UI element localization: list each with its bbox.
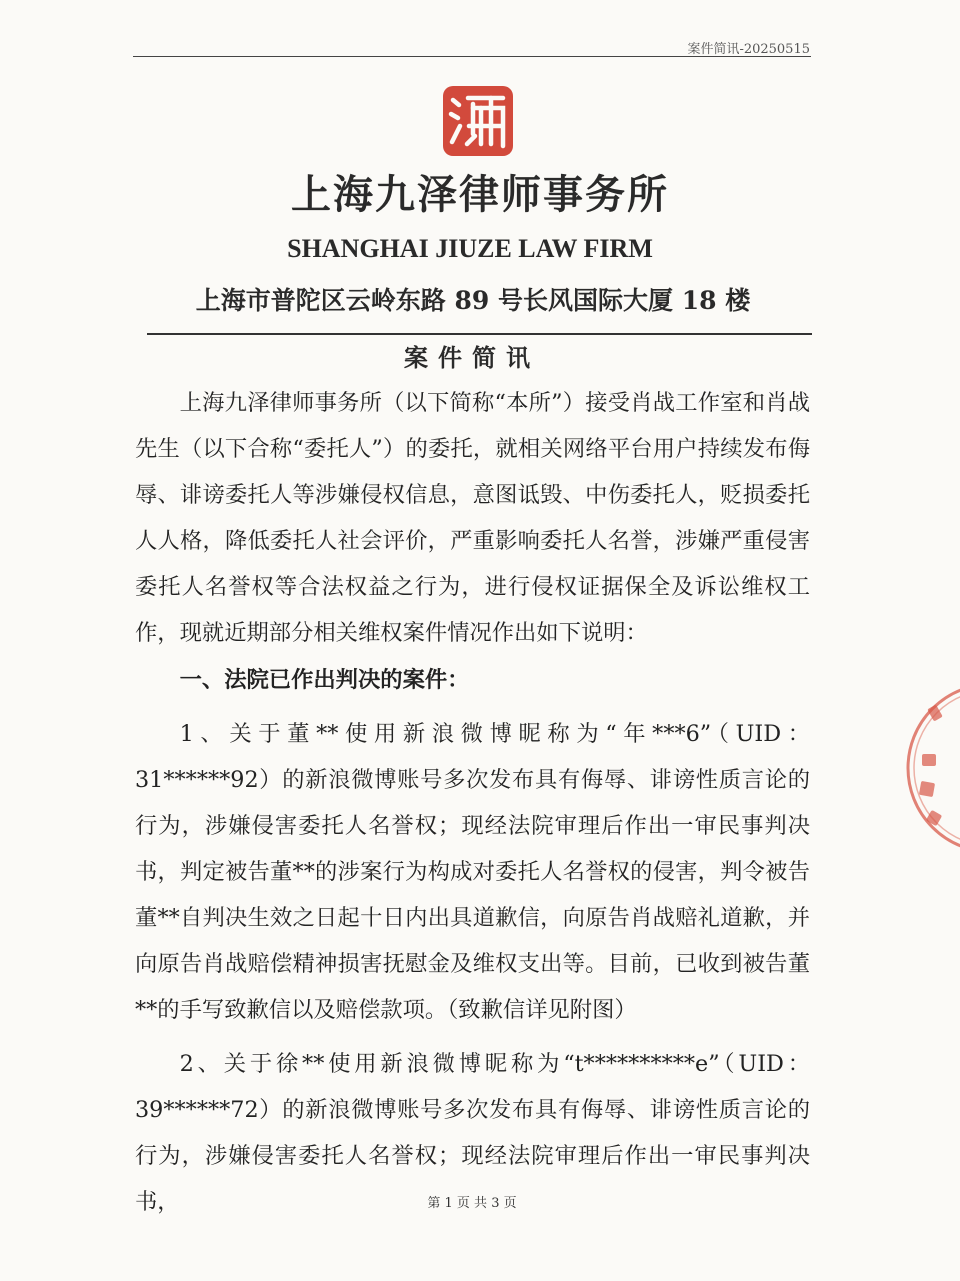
case-item-1: 1、关于董**使用新浪微博昵称为“年***6”（UID：31******92）的新浪微博账号多次发布具有侮辱、诽谤性质言论的行为，涉嫌侵害委托人名誉权；现经法院审理后作出一审民事判决书，判定被告董**的涉案行为构成对委托人名誉权的侵害，判令被告董**自判决生效之日起十日内出具道歉信，向原告肖战赔礼道歉，并向原告肖战赔偿精神损害抚慰金及维权支出等。目前，已收到被告董**的手写致歉信以及赔偿款项。（致歉信详见附图）: [135, 721, 810, 1023]
intro-paragraph: 上海九泽律师事务所（以下简称“本所”）接受肖战工作室和肖战先生（以下合称“委托人”）的委托，就相关网络平台用户持续发布侮辱、诽谤委托人等涉嫌侵权信息，意图诋毁、中伤委托人，贬损委托人人格，降低委托人社会评价，严重影响委托人名誉，涉嫌严重侵害委托人名誉权等合法权益之行为，进行侵权证据保全及诉讼维权工作，现就近期部分相关维权案件情况作出如下说明：: [135, 390, 810, 646]
document-reference: 案件简讯-20250515: [687, 42, 810, 57]
header-divider: [133, 56, 811, 57]
page-number: 第 1 页 共 3 页: [427, 1196, 517, 1211]
firm-name-english: SHANGHAI JIUZE LAW FIRM: [287, 234, 653, 263]
case-item-2: 2、关于徐**使用新浪微博昵称为“t**********e”（UID：39******72）的新浪微博账号多次发布具有侮辱、诽谤性质言论的行为，涉嫌侵害委托人名誉权；现经法院审理后作出一审民事判决书，: [135, 1051, 810, 1215]
document-body: [135, 380, 810, 1225]
section-heading: 一、法院已作出判决的案件：: [179, 667, 470, 693]
firm-address: 上海市普陀区云岭东路 89 号长风国际大厦 18 楼: [195, 286, 751, 315]
firm-logo-icon: [441, 84, 515, 158]
firm-name-chinese: 上海九泽律师事务所: [291, 171, 669, 218]
document-title: 案件简讯: [404, 343, 540, 372]
red-seal-stamp-icon: [902, 678, 960, 858]
letterhead-divider: [147, 333, 812, 335]
